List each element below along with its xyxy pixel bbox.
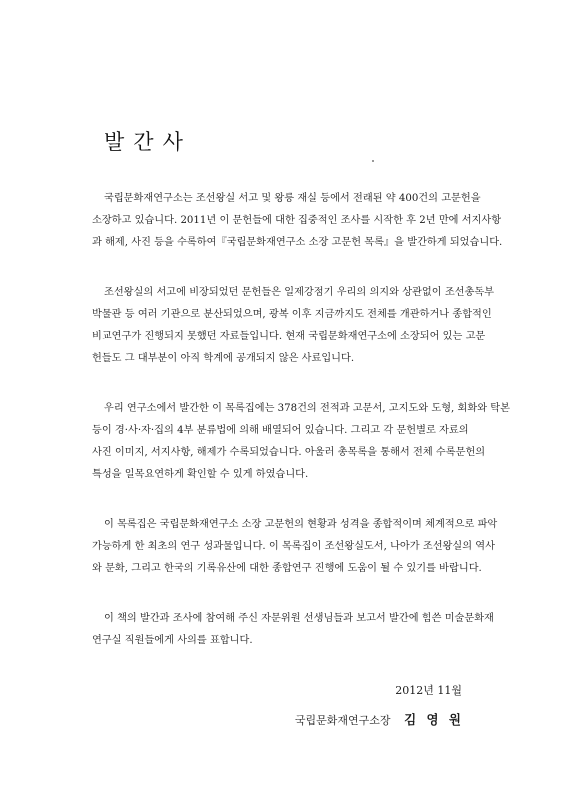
signer-title: 국립문화재연구소장 xyxy=(294,714,391,727)
paragraph-line: 과 해제, 사진 등을 수록하여『국립문화재연구소 소장 고문헌 목록』을 발간하게 되었습니다. xyxy=(92,237,503,248)
paragraph-2 xyxy=(92,282,495,370)
signer-name: 김 영 원 xyxy=(404,712,464,727)
paragraph-line: 연구실 직원들에게 사의를 표합니다. xyxy=(92,635,253,646)
signature-block xyxy=(295,710,464,728)
paragraph-line: 이 목록집은 국립문화재연구소 소장 고문헌의 현황과 성격을 종합적이며 체계적으로 파악 xyxy=(104,519,498,530)
paragraph-line: 헌들도 그 대부분이 아직 학계에 공개되지 않은 사료입니다. xyxy=(92,353,355,364)
paragraph-line: 국립문화재연구소는 조선왕실 서고 및 왕릉 재실 등에서 전래된 약 400건의 고문헌을 xyxy=(104,193,481,204)
paragraph-line: 등이 경·사·자·집의 4부 분류법에 의해 배열되어 있습니다. 그리고 각 문헌별로 자료의 xyxy=(92,425,469,436)
paragraph-line: 비교연구가 진행되지 못했던 자료들입니다. 현재 국립문화재연구소에 소장되어 있는 고문 xyxy=(92,331,486,342)
scan-speck xyxy=(372,160,374,162)
paragraph-line: 가능하게 한 최초의 연구 성과물입니다. 이 목록집이 조선왕실도서, 나아가 조선왕실의 역사 xyxy=(92,541,495,552)
paragraph-line: 조선왕실의 서고에 비장되었던 문헌들은 일제강점기 우리의 의지와 상관없이 조선총독부 xyxy=(104,287,495,298)
page-title: 발간사 xyxy=(104,130,192,154)
paragraph-1 xyxy=(92,188,503,254)
paragraph-line: 특성을 일목요연하게 확인할 수 있게 하였습니다. xyxy=(92,469,309,480)
paragraph-line: 와 문화, 그리고 한국의 기록유산에 대한 종합연구 진행에 도움이 될 수 있기를 바랍니다. xyxy=(92,563,482,574)
paragraph-line: 이 책의 발간과 조사에 참여해 주신 자문위원 선생님들과 보고서 발간에 힘쓴 미술문화재 xyxy=(104,613,494,624)
paragraph-line: 박물관 등 여러 기관으로 분산되었으며, 광복 이후 지금까지도 전체를 개관하거나 종합적인 xyxy=(92,309,492,320)
paragraph-3 xyxy=(92,398,510,486)
paragraph-line: 소장하고 있습니다. 2011년 이 문헌들에 대한 집중적인 조사를 시작한 후 2년 만에 서지사항 xyxy=(92,215,502,226)
paragraph-line: 우리 연구소에서 발간한 이 목록집에는 378건의 전적과 고문서, 고지도와 도형, 회화와 탁본 xyxy=(104,403,510,414)
paragraph-4 xyxy=(92,514,498,580)
publication-date: 2012년 11월 xyxy=(395,684,462,697)
body-text xyxy=(92,188,510,680)
paragraph-5 xyxy=(92,608,494,652)
paragraph-line: 사진 이미지, 서지사항, 해제가 수록되었습니다. 아울러 총목록을 통해서 전체 수록문헌의 xyxy=(92,447,486,458)
